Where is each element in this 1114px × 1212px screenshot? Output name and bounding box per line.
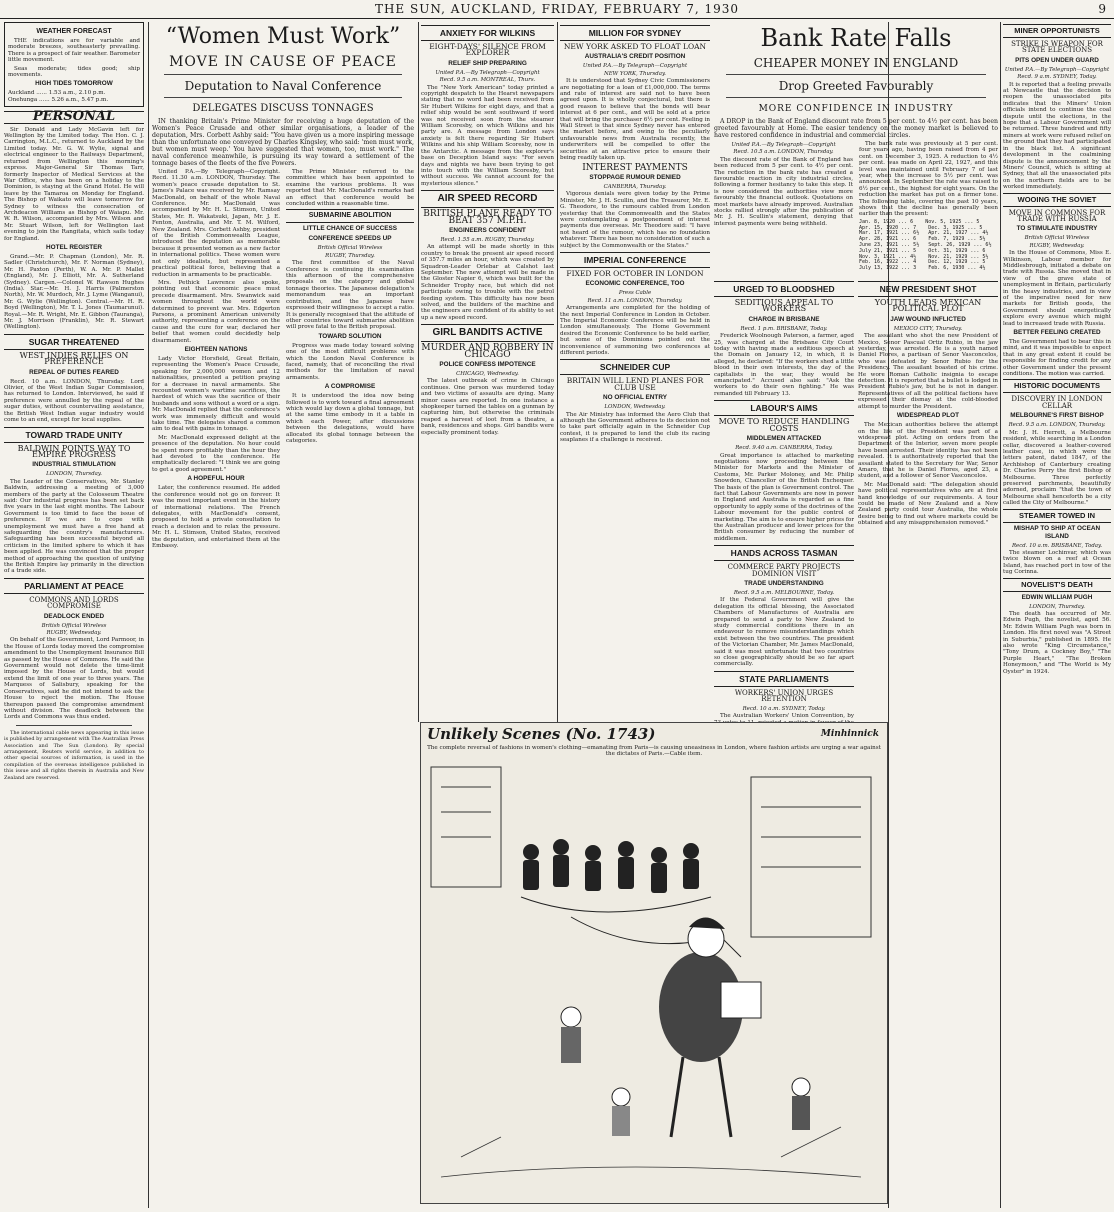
personal-text: Sir Donald and Lady McGavin left for Wellington by the Limited today. The Hon. C. J. Carrington, M.L.C., returned to Auckland by the Limited today. Mr. G. W. Wylie, signal and electrical engineer to the Railways Department, returned from Wellington this morning's express. Major-General Sir Thomas Tarr, formerly Inspector of Medical Services at the War Office, who has been on a holiday to the Dominion, is staying at the Grand Hotel. He will leave by the Tamaroa on Monday for England. The Bishop of Waikato will leave tomorrow for Sydney to witness the consecration of Archdeacon Williams as Bishop of Waiapu. Mr. W. R. Wilson, accompanied by Mrs. Wilson and Mr. Stuart Wilson, left for Wellington last evening to join the Rangitata, which sails today for England. bbox=[4, 126, 144, 242]
wilkins-sub2: RELIEF SHIP PREPARING bbox=[448, 59, 527, 67]
labour-dateline: Recd. 9.40 a.m. CANBERRA, Today. bbox=[735, 445, 833, 452]
bank-text-b: The bank rate was previously at 5 per cent. four years ago, having been raised from 4 per cent. on December 3, 1925. A reduction to 4½ per cent. was made on April 22, 1927, and this level was maintained until February 7 of last year, when the increase to 5½ per cent. was announced. In September the rate was raised to 6½ per cent., the highest for eight years. On the reduction the market has put on a firmer tone. The following table, covering the past 10 years, shows that the decline has generally been earlier than the present: bbox=[859, 141, 998, 218]
wooing-sub: MOVE IN COMMONS FOR TRADE WITH RUSSIA bbox=[1008, 208, 1106, 223]
wooing-sub2: TO STIMULATE INDUSTRY bbox=[1016, 225, 1098, 233]
woman-figure-icon bbox=[659, 917, 761, 1137]
air-title: AIR SPEED RECORD bbox=[421, 190, 554, 208]
women-sub3: DELEGATES DISCUSS TONNAGES bbox=[192, 103, 374, 114]
widespread-text: The Mexican authorities believe the attempt on the life of the President was part of a widespread plot. Acting on orders from the Department of the Interior, seven more people have been arrested. Their identity has not been revealed. It is authoritatively reported that the assailant stated to the Secretary for War, Senor Amaro, that he is Daniel Flores, aged 23, a student, and a follower of Senor Vasconcelos. bbox=[858, 422, 998, 480]
weather-forecast-box bbox=[4, 22, 144, 107]
submarine-dateline: RUGBY, Thursday. bbox=[325, 252, 375, 259]
bank-sub1: CHEAPER MONEY IN ENGLAND bbox=[753, 56, 959, 70]
tides-auckland: Auckland ...... 1.53 a.m., 2.10 p.m. bbox=[8, 90, 106, 97]
sydney-credit: United P.A.—By Telegraph—Copyright bbox=[582, 63, 688, 70]
imperial-sub2: ECONOMIC CONFERENCE, TOO bbox=[585, 280, 685, 288]
urged-dateline: Recd. 1 p.m. BRISBANE, Today. bbox=[740, 325, 828, 332]
bank-headline: Bank Rate Falls bbox=[760, 24, 952, 52]
wilkins-sub: EIGHT-DAYS' SILENCE FROM EXPLORER bbox=[429, 42, 546, 58]
wooing-title: WOOING THE SOVIET bbox=[1003, 193, 1111, 207]
urged-sub: SEDITIOUS APPEAL TO WORKERS bbox=[734, 298, 834, 314]
women-left-column bbox=[152, 169, 280, 551]
shot-sub: YOUTH LEADS MEXICAN POLITICAL PLOT bbox=[874, 298, 982, 314]
submarine-title: SUBMARINE ABOLITION bbox=[286, 209, 414, 223]
parliament-dateline: RUGBY, Wednesday. bbox=[46, 630, 102, 637]
toward-title: TOWARD TRADE UNITY bbox=[4, 427, 144, 443]
parliament-sub: COMMONS AND LORDS COMPROMISE bbox=[29, 595, 119, 611]
urged-sub2: CHARGE IN BRISBANE bbox=[748, 315, 820, 323]
hands-text: If the Federal Government will give the delegation its official blessing, the Associated Chambers of Manufactures of Australia are prepared to send a party to New Zealand to study commercial conditions there in an endeavour to remove misunderstandings which exist between the two countries. The president of the Victorian Chamber, Mr. James MacDonald, said it was most unfortunate that two countries so close geographically should be so far apart commercially. bbox=[714, 597, 854, 668]
miner-title: MINER OPPORTUNISTS bbox=[1003, 24, 1111, 38]
toward-dateline: LONDON, Thursday. bbox=[46, 471, 102, 478]
imperial-dateline: Recd. 11 a.m. LONDON, Thursday. bbox=[587, 297, 683, 304]
women-sub1: MOVE IN CAUSE OF PEACE bbox=[169, 54, 397, 70]
compromise-text: It is understood the idea now being followed is to work toward a final agreement which would lay down a global tonnage, but at the same time embody in it a table in which each Power, after discussions between the delegations, would have allocated its global tonnage between the categories. bbox=[286, 393, 414, 444]
bandits-sub2: POLICE CONFESS IMPOTENCE bbox=[439, 361, 536, 369]
steamer-dateline: Recd. 10 a.m. BRISBANE, Today. bbox=[1011, 542, 1103, 549]
column-rule bbox=[1000, 22, 1001, 1208]
women-text-a: United P.A.—By Telegraph—Copyright. Recd. 11.30 a.m. LONDON, Thursday. The women's peace crusade deputation to St. James's Palace was received by Mr. Ramsay MacDonald, on behalf of the whole Naval Conference. Mr. MacDonald was accompanied by Mr. H. L. Stimson, United States, Mr. R. Wakatsuki, Japan, Mr. J. E. Fenton, Australia, and Mr. T. M. Wilford, New Zealand. Mrs. Corbett Ashby, president of the British Commonwealth League, introduced the deputation as memorable because it presented women as a new factor in international politics. These women were not only idealists, but represented a practical political force, believing that a reduction in armaments to be practicable. bbox=[152, 169, 280, 278]
submarine-credit: British Official Wireless bbox=[317, 245, 383, 252]
women-text-e: Later, the conference resumed. He added the conference would not go on forever. It was the most important event in the history of international relations. The French delegates, with MacDonald's consent, proposed to hold a private consultation to reach a decision and to relax the pressure. Mr. H. L. Stimson, United States, received the deputation, and entertained them at the Embassy. bbox=[152, 485, 280, 549]
women-sub2: Deputation to Naval Conference bbox=[184, 79, 382, 93]
hopeful-title: A HOPEFUL HOUR bbox=[187, 475, 245, 483]
women-text-f: The Prime Minister referred to the committee which has been appointed to examine the various problems. It was reported that Mr. MacDonald's remarks had an effect that conference would be concluded within a reasonable time. bbox=[286, 169, 414, 208]
bank-sub3: MORE CONFIDENCE IN INDUSTRY bbox=[758, 104, 954, 114]
building-icon bbox=[431, 767, 501, 887]
crowd-icon bbox=[523, 839, 699, 893]
sydney-sub: NEW YORK ASKED TO FLOAT LOAN bbox=[563, 42, 707, 51]
miner-dateline: Recd. 9 a.m. SYDNEY, Today. bbox=[1017, 74, 1097, 81]
steamer-title: STEAMER TOWED IN bbox=[1003, 509, 1111, 523]
shot-sub2: JAW WOUND INFLICTED bbox=[890, 315, 966, 323]
schneider-sub: BRITAIN WILL LEND PLANES FOR CLUB USE bbox=[566, 376, 704, 392]
hands-title: HANDS ACROSS TASMAN bbox=[714, 545, 854, 561]
labour-title: LABOUR'S AIMS bbox=[714, 400, 854, 416]
women-headline: “Women Must Work” bbox=[165, 24, 401, 49]
historic-sub2: MELBOURNE'S FIRST BISHOP bbox=[1010, 412, 1104, 420]
column-2 bbox=[152, 22, 414, 1208]
novel-sub: EDWIN WILLIAM PUGH bbox=[1021, 593, 1093, 601]
steamer-sub: MISHAP TO SHIP AT OCEAN ISLAND bbox=[1013, 524, 1101, 540]
parliament-title: PARLIAMENT AT PEACE bbox=[4, 578, 144, 594]
better-text: The Government had to bear this in mind, and it was impossible to expect that in any great extent it could be responsible for finding credit for any other Government under the present conditions. The motion was carried. bbox=[1003, 339, 1111, 378]
column-rule bbox=[557, 22, 558, 722]
cartoon bbox=[420, 722, 888, 1204]
bandits-text: The latest outbreak of crime in Chicago continues. One person was murdered today and two victims of assaults are dying. Many minor cases are reported. In one instance a shopkeeper turned the tables on a gunman by capturing him, but otherwise the criminals reaped a harvest of loot from a theatre, a bank, residences and shops. Girl bandits were especially prominent today. bbox=[421, 378, 554, 436]
masthead bbox=[0, 0, 1114, 19]
bandits-title: GIRL BANDITS ACTIVE bbox=[421, 324, 554, 342]
schneider-text: The Air Ministry has informed the Aero Club that although the Government adheres to its decision not to take part officially again in the Schneider Cup contest, it is prepared to lend the club its racing seaplanes if a challenge is received. bbox=[560, 411, 710, 444]
sugar-text: Recd. 10 a.m. LONDON, Thursday. Lord Olivier, of the West Indian Sugar Commission, has returned to London. Interviewed, he said if preference were annulled by the repeal of the sugar duties, without countervailing assistance, the British West Indian sugar industry would come to an end, except for local supplies. bbox=[4, 378, 144, 424]
state-dateline: Recd. 10 a.m. SYDNEY, Today. bbox=[742, 705, 826, 712]
widespread-title: WIDESPREAD PLOT bbox=[896, 412, 960, 420]
wooing-dateline: RUGBY, Wednesday. bbox=[1029, 242, 1085, 249]
women-text-d: Mr. MacDonald expressed delight at the presence of the deputation. No hour could be spent more profitably than the hour they had devoted to the conference. He emphatically declared: "I think we are going to get a good agreement." bbox=[152, 434, 280, 473]
interest-title: INTEREST PAYMENTS bbox=[582, 162, 688, 173]
submarine-sub2: CONFERENCE SPEEDS UP bbox=[308, 235, 392, 243]
historic-title: HISTORIC DOCUMENTS bbox=[1003, 379, 1111, 393]
hotel-title: HOTEL REGISTER bbox=[46, 243, 102, 251]
sugar-title: SUGAR THREATENED bbox=[4, 334, 144, 350]
bandits-sub: MURDER AND ROBBERY IN CHICAGO bbox=[421, 343, 554, 360]
miner-credit: United P.A.—By Telegraph—Copyright bbox=[1004, 66, 1110, 73]
wooing-text: In the House of Commons, Miss E. Wilkinson, Labour member for Middlesbrough, initiated a debate on trade with Russia. She moved that in view of the grave state of unemployment in Britain, particularly in the heavy industries, and in view of the imperative need for new markets for British goods, the Government should energetically explore every avenue which might lead to increased trade with Russia. bbox=[1003, 250, 1111, 327]
bank-columns bbox=[714, 141, 998, 272]
compromise-title: A COMPROMISE bbox=[324, 383, 376, 391]
column-rule bbox=[148, 22, 149, 1208]
copyright-note: The international cable news appearing in this issue is published by arrangement with The Australian Press Association and The Sun (London). By special arrangement, Reuters world service, in addition to other special sources of information, is used in the compilation of the overseas intelligence published in this issue and all rights therein in Australia and New Zealand are reserved. bbox=[4, 729, 144, 781]
parliament-sub2: DEADLOCK ENDED bbox=[43, 612, 105, 620]
imperial-credit: Press Cable bbox=[618, 290, 652, 297]
interest-dateline: CANBERRA, Thursday. bbox=[603, 183, 667, 190]
column-rule bbox=[418, 22, 419, 722]
sugar-sub2: REPEAL OF DUTIES FEARED bbox=[29, 368, 119, 376]
imperial-text: Arrangements are completed for the holding of the next Imperial Conference in London in October. The Imperial Economic Conference will be held in London simultaneously. The Home Government desired the Economic Conference to be held earlier, but some of the Dominions pointed out the inconvenience of summoning two conferences at different periods. bbox=[560, 305, 710, 357]
toward-solution-text: Progress was made today toward solving one of the most difficult problems with which the London Naval Conference is faced, namely, that of reconciling the rival methods for the limitation of naval armaments. bbox=[286, 342, 414, 381]
tides-onehunga: Onehunga ...... 5.26 a.m., 5.47 p.m. bbox=[8, 96, 109, 103]
better-title: BETTER FEELING CREATED bbox=[1013, 329, 1101, 337]
women-columns bbox=[152, 169, 414, 551]
bank-text-a: The discount rate of the Bank of England has been reduced from 5 per cent. to 4½ per cent. The reduction in the bank rate has created a favourable reaction in city industrial circles, following a former hesitancy to take this step. It is now considered the authorities view more favourably the financial outlook. Quotations on most markets have already improved. Australian stocks rallied strongly after the publication of Mr. J. H. Scullin's statement, denying that interest payments were being withheld. bbox=[714, 156, 853, 227]
bank-rate-table: Jan. 8, 1920 ... 6 Nov. 5, 1925 ... 5 Apr. 15, 1920 ... 7 Dec. 3, 1925 ... 5 Mar. 17, 1921 ... 6½ Apr. 21, 1927 ... 4½ Apr. 28, 1921 ... 6 Feb. 7, 1929 ... 5½ June 23, 1921 ... 5½ Sept. 26, 1929 ... 6½ July 21, 1921 ... 5 Oct. 31, 1929 ... 6 Nov. 3, 1921 ... 4½ Nov. 21, 1929 ... 5½ Feb. 16, 1922 ... 4 Dec. 12, 1929 ... 5 July 13, 1922 ... 3 Feb. 6, 1930 ... 4½ bbox=[859, 218, 992, 272]
weather-title: WEATHER FORECAST bbox=[36, 28, 112, 35]
steamer-text: The steamer Lochinvar, which was twice blown on a reef at Ocean Island, has reached port in tow of the tug Corinna. bbox=[1003, 549, 1111, 576]
page-number: 9 bbox=[1098, 2, 1106, 16]
divider bbox=[16, 725, 132, 726]
women-text-c: Lady Victor Horsfield, Great Britain, representing the Women's Peace Crusade, speaking for 2,000,000 women and 12 nationalities, presented a petition praying for a decrease in naval armaments. She recounted women's wartime sacrifices, the hardest of which was the sacrifice of their husbands and sons without a word or a sign. Mr. MacDonald replied that the conference's work was immensely difficult and would take time. The delegates shared a common aim to deal with gains in tonnage. bbox=[152, 355, 280, 433]
personal-title: PERSONAL bbox=[4, 111, 144, 123]
bank-lead: A DROP in the Bank of England discount rate from 5 per cent. to 4½ per cent. has been greeted favourably at Home. The easier tendency on the money market is believed to have restored confidence in industrial and commercial circles. bbox=[714, 118, 998, 139]
column-3 bbox=[421, 22, 554, 722]
cartoon-caption: The complete reversal of fashions in women's clothing—emanating from Paris—is causing uneasiness in London, where fashion artists are urging a war against the dictates of Paris.—Cable item. bbox=[427, 745, 881, 758]
state-title: STATE PARLIAMENTS bbox=[714, 671, 854, 687]
bank-dateline: Recd. 10.5 a.m. LONDON, Thursday. bbox=[733, 149, 834, 156]
toward-solution-title: TOWARD SOLUTION bbox=[318, 332, 382, 340]
labour-text: Great importance is attached to marketing negotiations now proceeding between the Minister for Markets and the Minister of Customs, Mr. Parker Moloney, and Mr. Philip Snowden, Chancellor of the British Exchequer. The basis of the plan is Government control. The fact that Labour Governments are now in power in England and Australia is regarded as a fine opportunity to apply some of the doctrines of the Labour movement for the public control of marketing. The aim is to ensure higher prices for the Australian producer and lower prices for the British consumer by reducing the number of middlemen. bbox=[714, 452, 854, 542]
air-text: An attempt will be made shortly in this country to break the present air speed record of 357.7 miles an hour, which was created by Squadron-Leader Orlebar at Calshot last September. The new attempt will be made in the Gloster Napier 6, which was built for the Schneider Trophy race, but which did not participate owing to trouble with the petrol feeding system. This difficulty has now been solved, and the builders of the machine and the engineers are confident of its ability to set up a new speed record. bbox=[421, 244, 554, 321]
shot-title: NEW PRESIDENT SHOT bbox=[858, 281, 998, 297]
sydney-text: It is understood that Sydney Civic Commissioners are negotiating for a loan of £1,000,000. The terms and rate of interest are said not to have been agreed upon. It is wholly conjectural, but there is good reason to believe that the bonds will bear interest at 6 per cent., and will be sold at a price that will bring the purchaser 6½ per cent. Feeling in Wall Street is that since Sydney never has entered the market before, and owing to the peculiarly unfavourable news from Australia recently, the underwriters will be compelled to offer the securities at an attractive price to ensure their being readily taken up. bbox=[560, 78, 710, 162]
column-7 bbox=[1003, 22, 1111, 1208]
wilkins-title: ANXIETY FOR WILKINS bbox=[421, 25, 554, 41]
hotel-text: Grand.—Mr. P. Chapman (London), Mr. R. Sadler (Christchurch), Mr. F. Norman (Sydney), Mr. H. Paxton (Perth), W. A. Mr. P. Mallet (England), Mr. J. Elliott, Mr. A. Sutherland (Sydney). Cargen.—Colonel W. Rawson Hughes (India). Star.—Mr. H. J. Harris (Palmerston North), Mr. W. Murdoch, Mr. J. Lyme (Wanganui), Mr. G. Wylie (Wellington). Central.—Mr. H. R. Boyd (Wellington), Mr. T. L. Jones (Taumarunui). Royal.—Mr. R. Wright, Mr. E. Gibbon (Tauranga), Mr. J. Morrison (Franklin), Mr. R. Stewart (Wellington). bbox=[4, 253, 144, 331]
historic-dateline: Recd. 9.5 a.m. LONDON, Thursday. bbox=[1008, 422, 1106, 429]
interest-sub: STOPPAGE RUMOUR DENIED bbox=[589, 173, 681, 181]
urged-text: Frederick Woolnough Paterson, a farmer, aged 25, was charged at the Brisbane City Court today with having made a seditious speech at the Domain on January 12, in which, it is alleged, he declared: "If the workers shed a little blood in their own interests, the day of the capitalists in the war, they would be emancipated." Accused also said: "Ask the workers to do their own fighting." He was remanded till February 13. bbox=[714, 333, 854, 397]
wilkins-dateline: Recd. 9.5 a.m. MONTREAL, Thurs. bbox=[439, 77, 536, 84]
sugar-sub: WEST INDIES RELIES ON PREFERENCE bbox=[19, 350, 129, 367]
labour-sub2: MIDDLEMEN ATTACKED bbox=[746, 435, 822, 443]
air-dateline: Recd. 1.55 a.m. RUGBY, Thursday. bbox=[440, 236, 535, 243]
cartoon-author: Minhinnick bbox=[820, 729, 879, 739]
hands-sub2: TRADE UNDERSTANDING bbox=[744, 580, 824, 587]
tides-title: HIGH TIDES TOMORROW bbox=[35, 80, 113, 88]
divider bbox=[726, 74, 986, 75]
bank-left-column bbox=[714, 141, 853, 272]
cartoon-illustration bbox=[421, 757, 887, 1201]
historic-sub: DISCOVERY IN LONDON CELLAR bbox=[1011, 395, 1103, 410]
novel-dateline: LONDON, Thursday. bbox=[1029, 603, 1085, 610]
bank-sub2: Drop Greeted Favourably bbox=[778, 79, 934, 93]
submarine-text: The first committee of the Naval Conference is continuing its examination this afternoon of the comprehensive proposals on the category and global tonnage theories. The Japanese delegation's memorandum was an important contribution, and the Japanese have expressed their willingness to accept a ratio. It is generally recognised that the attitude of other countries toward submarine abolition will prove fatal to the British proposal. bbox=[286, 260, 414, 331]
women-right-column bbox=[286, 169, 414, 551]
labour-sub: MOVE TO REDUCE HANDLING COSTS bbox=[718, 417, 850, 433]
shot-dateline: MEXICO CITY, Thursday. bbox=[893, 325, 963, 332]
weather-sea: Seas moderate; tides good; ship movements. bbox=[8, 65, 140, 79]
schneider-dateline: LONDON, Wednesday. bbox=[604, 404, 666, 411]
divider bbox=[164, 74, 402, 75]
wilkins-text: The "New York American" today printed a copyright despatch to the Hearst newspapers stating that no word had been received from Sir Hubert Wilkins for eight days, and that a relief ship would be sent southward if word was not received soon from the steamer William Scoresby, on which Wilkins and his party are. A message from London says anxiety is felt there regarding Sir Hubert Wilkins and his ship William Scoresby, now in the Antarctic. A message from the explorer's base on Deception Island says: "For seven days and nights we have been trying to get into touch with the William Scoresby, but without success. We cannot account for the mysterious silence." bbox=[421, 84, 554, 187]
novel-text: The death has occurred of Mr. Edwin Pugh, the novelist, aged 56. Mr. Edwin William Pugh was born in London. His first novel was "A Street in Suburbia," published in 1895. He also wrote "King Circumstance," "Tony Drum, a Cockney Boy," "The Purple Heart," "The Broken Honeymoon," and "The World is My Oyster" in 1924. bbox=[1003, 611, 1111, 675]
column-1 bbox=[4, 22, 144, 1208]
imperial-sub: FIXED FOR OCTOBER IN LONDON bbox=[566, 268, 704, 278]
historic-text: Mr. J. H. Herrett, a Melbourne resident, while searching in a London cellar, discovered a leather-covered leather case, in which were the letters patent, dated 1847, of the Archbishop of Canterbury creating Dr. Charles Perry the first Bishop of Melbourne. Three perfectly preserved parchments, beautifully adorned, proclaim "that the town of Melbourne shall henceforth be a city called the City of Melbourne." bbox=[1003, 429, 1111, 507]
miner-text: It is reported that a feeling prevails at Newcastle that the decision to reopen the unassociated pits indicates that the Miners' Union officials intend to continue the coal dispute until the elections, in the hope that a Labour Government will be returned. Three hundred and fifty miners at work were refused relief on the ground that they had participated in the black list. A significant development in the coalmining dispute is the announcement by the Miners' Council, which is sitting at Sydney, that all the unassociated pits on the northern fields are to be worked immediately. bbox=[1003, 81, 1111, 191]
toward-sub2: INDUSTRIAL STIMULATION bbox=[32, 461, 116, 469]
state-text: The Australian Workers' Union Convention, by bbox=[720, 713, 854, 720]
submarine-sub: LITTLE CHANCE OF SUCCESS bbox=[302, 225, 398, 233]
imperial-title: IMPERIAL CONFERENCE bbox=[560, 252, 710, 268]
column-4 bbox=[560, 22, 710, 722]
wooing-credit: British Official Wireless bbox=[1024, 235, 1090, 242]
miner-sub: STRIKE IS WEAPON FOR STATE ELECTIONS bbox=[1011, 40, 1103, 55]
hands-dateline: Recd. 9.5 a.m. MELBOURNE, Today. bbox=[733, 590, 835, 596]
toward-sub: BALDWIN POINTS WAY TO EMPIRE PROGRESS bbox=[17, 443, 131, 459]
divider bbox=[164, 97, 402, 98]
state-sub: WORKERS' UNION URGES RETENTION bbox=[734, 688, 834, 704]
schneider-sub2: NO OFFICIAL ENTRY bbox=[603, 394, 667, 402]
bank-right-column bbox=[859, 141, 998, 272]
wilkins-credit: United P.A.—By Telegraph—Copyright bbox=[435, 69, 540, 76]
sydney-sub2: AUSTRALIA'S CREDIT POSITION bbox=[584, 53, 686, 61]
bandits-dateline: CHICAGO, Wednesday. bbox=[456, 371, 519, 378]
shot-text: The assailant who shot the new President of Mexico, Senor Pascual Ortiz Rubio, in the jaw yesterday, was arrested. He is a youth named Daniel Flores, a partisan of Senor Vasconcelos, who was defeated by Senor Rubio for the Presidency. The assailant boasted of his crime. He wore Roman Catholic insignia to escape detection. It is reported that a bullet is lodged in President Rubio's jaw, but he is not in danger. Representatives of all the political factions have expressed their dismay at the cold-blooded attempt to murder the President. bbox=[858, 333, 998, 410]
urged-title: URGED TO BLOODSHED bbox=[714, 281, 854, 297]
women-lead: IN thanking Britain's Prime Minister for receiving a huge deputation of the Women's Peace Crusade and other similar organisations, a leader of the deputation, Mrs. Corbett Ashby said: "You have given us a more inspiring message than the unfortunate one conveyed by Charles Kingsley, who said: 'men must work, but women must weep.' You have suggested that women, too, must work." The naval conference meanwhile, is pursuing its way toward a settlement of the tonnage bases of the fleets of the five Powers. bbox=[152, 118, 414, 167]
schneider-title: SCHNEIDER CUP bbox=[560, 359, 710, 375]
air-sub2: ENGINEERS CONFIDENT bbox=[449, 226, 526, 234]
novel-title: NOVELIST'S DEATH bbox=[1003, 578, 1111, 592]
women-text-b: Mrs. Pethick Lawrence also spoke, pointing out that economic peace must precede disarmament. Mrs. Swanwick said women throughout the world were determined to prevent war. Mrs. Edgerton Parsons, a prominent American university authority, representing a conference on the cause and the cure for war, declared her belief that women could decidedly help disarmament. bbox=[152, 279, 280, 344]
parliament-credit: British Official Wireless bbox=[41, 622, 107, 629]
interest-text: Vigorous denials were given today by the Prime Minister, Mr. J. H. Scullin, and the Treasurer, Mr. E. G. Theodore, to the rumours cabled from London yesterday that the Commonwealth and the States were contemplating a postponement of interest payments due overseas. Mr. Theodore said: "I have not heard of the rumour, which has no foundation whatever. There has been no consideration of such a subject by the Commonwealth or the States." bbox=[560, 191, 710, 249]
building-icon bbox=[751, 777, 871, 937]
weather-text: THE indications are for variable and moderate breezes, southeasterly prevailing. There is a prospect of fair weather. Barometer little movement. bbox=[8, 38, 140, 64]
bank-credit: United P.A.—By Telegraph—Copyright bbox=[731, 142, 836, 148]
mourning-text: Mr. MacDonald said: "The delegation should have political representatives who are at first hand knowledge of our requirements. A tour could be made of New Zealand and a New Zealand party could tour Australia, the whole desire being to find out where markets could be obtained and any misapprehension removed." bbox=[858, 481, 998, 527]
sydney-dateline: NEW YORK, Thursday. bbox=[604, 70, 666, 77]
hands-sub: COMMERCE PARTY PROJECTS DOMINION VISIT bbox=[727, 563, 841, 578]
masthead-title: THE SUN, AUCKLAND, FRIDAY, FEBRUARY 7, 1930 bbox=[374, 2, 740, 16]
eighteen-title: EIGHTEEN NATIONS bbox=[184, 345, 248, 353]
sydney-title: MILLION FOR SYDNEY bbox=[560, 25, 710, 41]
toward-text: The Leader of the Conservatives, Mr. Stanley Baldwin, addressing a meeting of 3,000 members of the party at the Colosseum Theatre said: Our industrial progress has been set back five years in the last eight months. The Labour Government is too timid to face the issue of preference. If we are to cope with unemployment we must have a free hand at safeguarding the country's manufacturers. Safeguarding has been successful beyond all criticism in the limited sphere to which it has been applied. He was convinced that the proper method of approaching the question of unifying the British Empire lay primarily in the direction of a trade side. bbox=[4, 478, 144, 575]
cartoon-title: Unlikely Scenes (No. 1743) bbox=[427, 725, 656, 743]
parliament-text: On behalf of the Government, Lord Parmoor, in the House of Lords today moved the compromise amendment to the Unemployment Insurance Bill as passed by the House of Commons. He said the Government would not delete the time-limit imposed by the House of Lords, but would extend the limit of one year to three years. The Marquess of Salisbury, speaking for the Conservatives, said he did not intend to ask the House to reject the motion. The House thereupon passed the compromise amendment without division. The deadlock between the Lords and Commons was thus ended. bbox=[4, 637, 144, 721]
divider bbox=[726, 97, 986, 98]
air-sub: BRITISH PLANE READY TO BEAT 357 M.P.H. bbox=[423, 209, 552, 226]
miner-sub2: PITS OPEN UNDER GUARD bbox=[1015, 56, 1099, 64]
bank-rate-article bbox=[714, 22, 998, 272]
